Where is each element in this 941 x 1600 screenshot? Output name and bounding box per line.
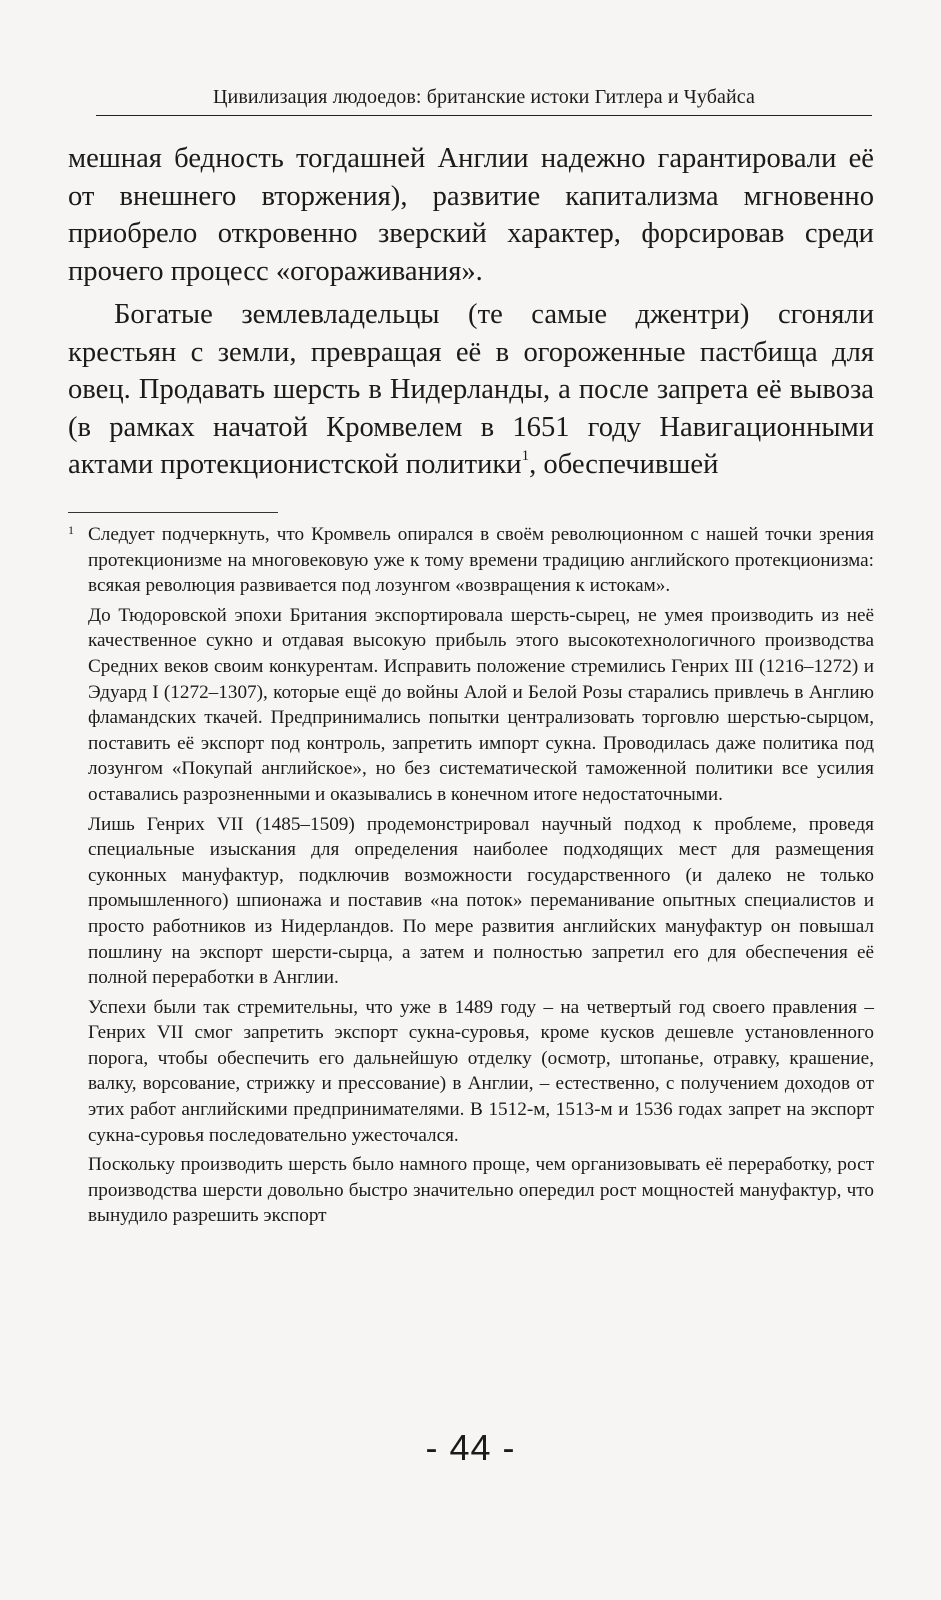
running-header: Цивилизация людоедов: британские истоки Гитлера и Чубайса (213, 86, 755, 108)
footnote-1-text: Следует подчеркнуть, что Кромвель опирался в своём революционном с нашей точки зрения протекционизме на многовековую уже к тому времени традицию английского протекционизма: всякая революция развивается под лозунгом «возвращения к истокам». (88, 524, 874, 597)
footnotes (68, 522, 874, 1233)
footnote-paragraph-3: Лишь Генрих VII (1485–1509) продемонстрировал научный подход к проблеме, проведя специальные изыскания для определения наиболее подходящих мест для размещения суконных мануфактур, подключив возможности государственного (и далеко не только промышленного) шпионажа и поставив «на поток» переманивание опытных специалистов и просто работников из Нидерландов. По мере развития английских мануфактур он повышал пошлину на экспорт шерсти-сырца, а затем и полностью запретил его для обеспечения её полной переработки в Англии. (88, 813, 874, 989)
footnote-paragraph-4: Успехи были так стремительны, что уже в 1489 году – на четвертый год своего правления – Генрих VII смог запретить экспорт сукна-суровья, кроме кусков дешевле установленного порога, чтобы обеспечить его дальнейшую отделку (осмотр, штопанье, отравку, крашение, валку, ворсование, стрижку и прессование) в Англии, – естественно, с получением доходов от этих работ английскими предпринимателями. В 1512-м, 1513-м и 1536 годах запрет на экспорт сукна-суровья последовательно ужесточался. (88, 996, 874, 1146)
main-text (68, 140, 874, 484)
footnote-reference[interactable]: 1 (521, 448, 530, 464)
footnote-paragraph-5: Поскольку производить шерсть было намного проще, чем организовывать её переработку, рост производства шерсти довольно быстро значительно опередил рост мощностей мануфактур, что вынудило разрешить экспорт (88, 1154, 874, 1227)
page-number: - 44 - (425, 1427, 516, 1468)
paragraph-2-tail: , обеспечившей (529, 449, 719, 480)
paragraph-2 (68, 296, 874, 484)
paragraph-1: мешная бедность тогдашней Англии надежно гарантировали её от внешнего вторжения), развитие капитализма мгновенно приобрело откровенно зверский характер, форсировав среди прочего процесс «огораживания». (68, 143, 874, 287)
footnote-1 (68, 522, 874, 599)
header-rule (96, 115, 872, 116)
paragraph-2-text: Богатые землевладельцы (те самые джентри) сгоняли крестьян с земли, превращая её в огороженные пастбища для овец. Продавать шерсть в Нидерланды, а после запрета её вывоза (в рамках начатой Кромвелем в 1651 году Навигационными актами протекционистской политики (68, 299, 874, 480)
footnote-marker: 1 (68, 523, 74, 537)
footnote-paragraph-2: До Тюдоровской эпохи Британия экспортировала шерсть-сырец, не умея производить из неё качественное сукно и отдавая высокую прибыль этого высокотехнологичного производства Средних веков своим конкурентам. Исправить положение стремились Генрих III (1216–1272) и Эдуард I (1272–1307), которые ещё до войны Алой и Белой Розы старались привлечь в Англию фламандских ткачей. Предпринимались попытки централизовать торговлю шерстью-сырцом, поставить её экспорт под контроль, запретить импорт сукна. Проводилась даже политика под лозунгом «Покупай английское», но без систематической таможенной политики все усилия оставались разрозненными и оказывались в конечном итоге недостаточными. (88, 604, 874, 805)
footnote-separator (68, 512, 278, 513)
